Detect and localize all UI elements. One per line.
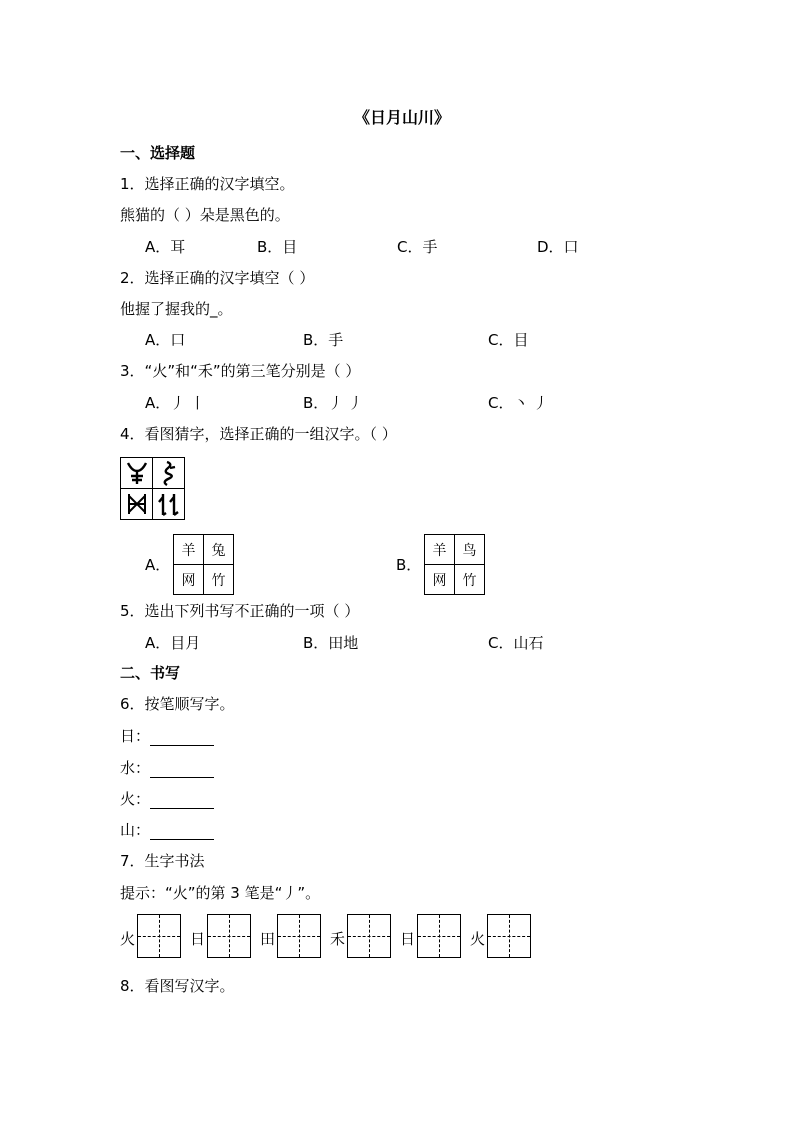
- question-1-option-d[interactable]: D．口: [537, 238, 579, 256]
- stroke-order-row: [120, 789, 214, 809]
- question-4-stem: 4．看图猜字，选择正确的一组汉字。（ ）: [120, 425, 397, 443]
- model-character: 火: [470, 930, 486, 948]
- stroke-order-label: 火：: [120, 790, 151, 808]
- question-6-stem: 6．按笔顺写字。: [120, 695, 235, 713]
- question-1-option-b[interactable]: B．目: [257, 238, 298, 256]
- stroke-order-row: [120, 758, 214, 778]
- question-2-stem: 2．选择正确的汉字填空（ ）: [120, 269, 315, 287]
- model-character: 火: [120, 930, 136, 948]
- question-4-option-b-grid[interactable]: [424, 534, 485, 595]
- section-heading-choice: 一、选择题: [120, 144, 196, 162]
- question-3-option-a[interactable]: A．丿 丨: [145, 394, 206, 412]
- question-4-option-a-label[interactable]: A．: [145, 556, 171, 574]
- ancient-rabbit-glyph-icon: [153, 458, 185, 489]
- question-2-option-c[interactable]: C．目: [488, 331, 529, 349]
- question-5-option-a[interactable]: A．目月: [145, 634, 201, 652]
- question-3-stem: 3．“火”和“禾”的第三笔分别是（ ）: [120, 362, 361, 380]
- page-title: 《日月山川》: [354, 108, 451, 127]
- question-7-tip: 提示：“火”的第 3 笔是“丿”。: [120, 884, 321, 902]
- question-4-option-a-grid[interactable]: [173, 534, 234, 595]
- tianzi-writing-box[interactable]: [207, 914, 251, 958]
- model-character: 禾: [330, 930, 346, 948]
- question-1-sentence: 熊猫的（ ）朵是黑色的。: [120, 206, 290, 224]
- option-a-cell: 网: [174, 565, 204, 595]
- question-2-sentence: 他握了握我的_。: [120, 300, 233, 318]
- stroke-order-row: [120, 726, 214, 746]
- stroke-order-label: 山：: [120, 821, 151, 839]
- answer-blank[interactable]: [150, 825, 214, 840]
- ancient-sheep-glyph-icon: [121, 458, 153, 489]
- model-character: 日: [190, 930, 206, 948]
- answer-blank[interactable]: [150, 731, 214, 746]
- ancient-net-glyph-icon: [121, 489, 153, 520]
- question-2-option-a[interactable]: A．口: [145, 331, 186, 349]
- option-a-cell: 羊: [174, 535, 204, 565]
- question-5-option-b[interactable]: B．田地: [303, 634, 359, 652]
- question-1-stem: 1．选择正确的汉字填空。: [120, 175, 295, 193]
- question-5-stem: 5．选出下列书写不正确的一项（ ）: [120, 602, 360, 620]
- model-character: 日: [400, 930, 416, 948]
- stroke-order-label: 水：: [120, 759, 151, 777]
- question-3-option-c[interactable]: C．丶 丿: [488, 394, 549, 412]
- option-a-cell: 竹: [204, 565, 234, 595]
- question-7-stem: 7．生字书法: [120, 852, 205, 870]
- option-a-cell: 兔: [204, 535, 234, 565]
- tianzi-writing-box[interactable]: [277, 914, 321, 958]
- stroke-order-row: [120, 820, 214, 840]
- ancient-bamboo-glyph-icon: [153, 489, 185, 520]
- question-1-option-c[interactable]: C．手: [397, 238, 438, 256]
- option-b-cell: 羊: [425, 535, 455, 565]
- option-b-cell: 竹: [455, 565, 485, 595]
- tianzi-writing-box[interactable]: [487, 914, 531, 958]
- answer-blank[interactable]: [150, 794, 214, 809]
- answer-blank[interactable]: [150, 763, 214, 778]
- section-heading-writing: 二、书写: [120, 664, 181, 682]
- tianzi-writing-box[interactable]: [417, 914, 461, 958]
- tianzi-writing-box[interactable]: [347, 914, 391, 958]
- question-5-option-c[interactable]: C．山石: [488, 634, 544, 652]
- question-1-option-a[interactable]: A．耳: [145, 238, 186, 256]
- option-b-cell: 网: [425, 565, 455, 595]
- model-character: 田: [260, 930, 276, 948]
- stroke-order-label: 日：: [120, 727, 151, 745]
- tianzi-writing-box[interactable]: [137, 914, 181, 958]
- question-4-option-b-label[interactable]: B．: [396, 556, 422, 574]
- question-2-option-b[interactable]: B．手: [303, 331, 344, 349]
- ancient-script-picture-grid: [120, 457, 185, 520]
- question-8-stem: 8．看图写汉字。: [120, 977, 235, 995]
- question-3-option-b[interactable]: B．丿 丿: [303, 394, 364, 412]
- option-b-cell: 鸟: [455, 535, 485, 565]
